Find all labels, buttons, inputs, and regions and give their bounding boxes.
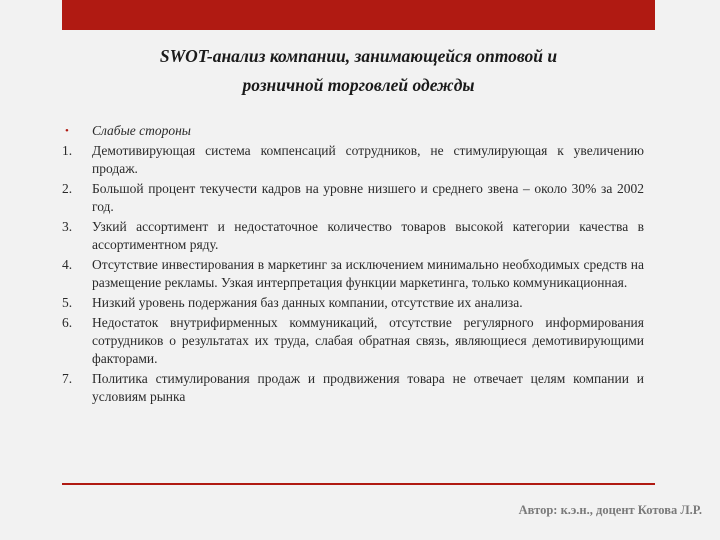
list-item — [62, 142, 644, 178]
list-item-text: Демотивирующая система компенсаций сотрудников, не стимулирующая к увеличению продаж. — [92, 143, 644, 176]
list-item-text: Недостаток внутрифирменных коммуникаций, отсутствие регулярного информирования сотрудников о результатах их труда, слабая обратная связь, являющиеся демотивирующими факторами. — [92, 315, 644, 366]
list-item-number: 4. — [62, 257, 73, 272]
top-accent-bar — [62, 0, 655, 30]
list-item-number: 1. — [62, 143, 73, 158]
list-item-number: 7. — [62, 371, 73, 386]
bullet-icon: • — [65, 125, 69, 137]
list-item-number: 2. — [62, 181, 73, 196]
list-item — [62, 256, 644, 292]
list-item-number: 3. — [62, 219, 73, 234]
list-item — [62, 314, 644, 368]
list-item-number: 6. — [62, 315, 73, 330]
slide-body — [62, 122, 644, 408]
list-item-text: Политика стимулирования продаж и продвижения товара не отвечает целям компании и условиям рынка — [92, 371, 644, 404]
list-item — [62, 294, 644, 312]
list-item-text: Большой процент текучести кадров на уровне низшего и среднего звена – около 30% за 2002 год. — [92, 181, 644, 214]
slide-title-line-2: розничной торговлей одежды — [242, 75, 475, 95]
author-credit: Автор: к.э.н., доцент Котова Л.Р. — [518, 503, 702, 517]
list-item-text: Низкий уровень подержания баз данных компании, отсутствие их анализа. — [92, 295, 523, 310]
footer-divider — [62, 483, 655, 485]
list-item-text: Отсутствие инвестирования в маркетинг за исключением минимально необходимых средств на размещение рекламы. Узкая интерпретация функции маркетинга, только коммуникационная. — [92, 257, 644, 290]
section-heading — [62, 122, 644, 140]
slide-title — [62, 42, 655, 100]
list-item — [62, 218, 644, 254]
list-item — [62, 370, 644, 406]
section-heading-text: Слабые стороны — [92, 123, 191, 138]
list-item-text: Узкий ассортимент и недостаточное количество товаров высокой категории качества в ассортиментном ряду. — [92, 219, 644, 252]
list-item — [62, 180, 644, 216]
list-item-number: 5. — [62, 295, 73, 310]
slide-title-line-1: SWOT-анализ компании, занимающейся оптовой и — [159, 46, 558, 66]
weaknesses-list — [62, 142, 644, 406]
